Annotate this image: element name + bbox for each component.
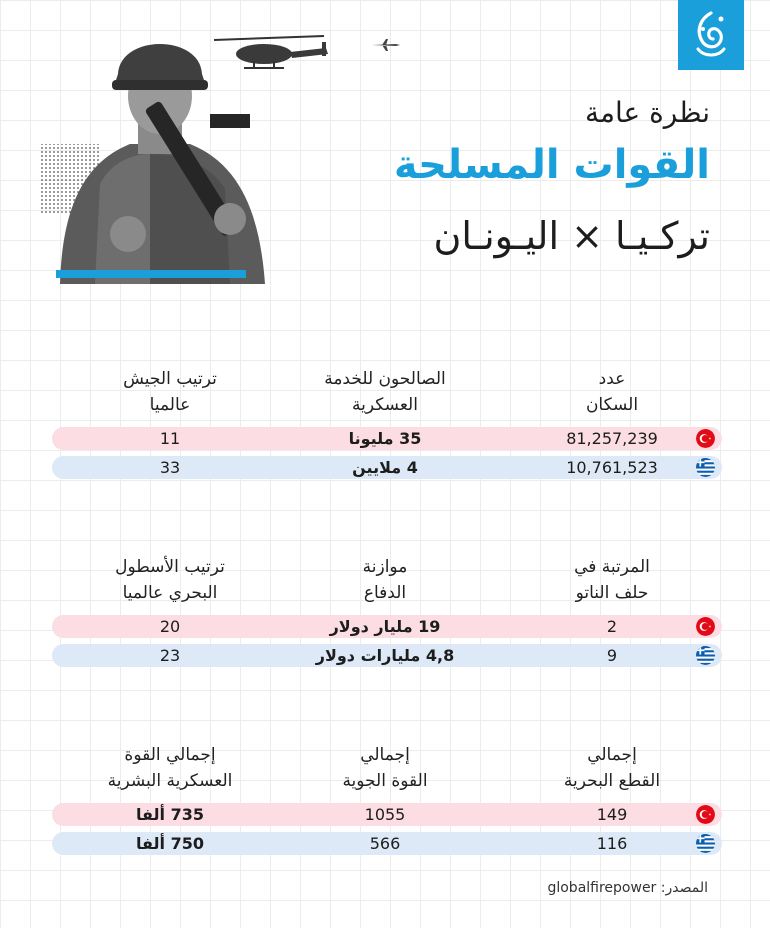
title-overview: نظرة عامة	[584, 96, 710, 129]
jet-top-icon	[372, 38, 400, 52]
title-armed-forces: القوات المسلحة	[393, 142, 710, 188]
turkey-value: 81,257,239	[566, 429, 658, 448]
metric-label: ترتيب الجيش عالميا	[123, 369, 217, 415]
greece-value: 9	[606, 646, 618, 665]
source-label: المصدر:	[660, 880, 708, 896]
metric-label: عدد السكان	[585, 369, 639, 415]
greece-value: 566	[369, 834, 401, 853]
turkey-value: 2	[606, 617, 618, 636]
title-turkey-vs-greece: تركـيـا × اليـونـان	[433, 214, 710, 258]
turkey-value: 735 ألفا	[136, 805, 204, 824]
metric-label: الصالحون للخدمة العسكرية	[324, 369, 446, 415]
greece-value: 750 ألفا	[136, 834, 204, 853]
turkey-value: 149	[596, 805, 628, 824]
source-line	[547, 880, 708, 896]
greece-value: 10,761,523	[566, 458, 658, 477]
source-value: globalfirepower	[547, 880, 657, 896]
greece-value: 23	[159, 646, 181, 665]
metric-label: ترتيب الأسطول البحري عالميا	[115, 557, 225, 603]
greece-value: 33	[159, 458, 181, 477]
metric-label: إجمالي القوة الجوية	[342, 745, 428, 791]
greece-row	[52, 644, 722, 667]
turkey-value: 20	[159, 617, 181, 636]
metric-label: المرتبة في حلف الناتو	[574, 557, 650, 603]
helicopter-top-icon	[214, 30, 334, 78]
turkey-value: 1055	[364, 805, 406, 824]
turkey-value: 11	[159, 429, 181, 448]
turkey-row	[52, 615, 722, 638]
turkey-value: 19 مليار دولار	[329, 617, 441, 636]
greece-row	[52, 832, 722, 855]
greece-value: 116	[596, 834, 628, 853]
aljazeera-logo-icon	[688, 9, 734, 61]
turkey-row	[52, 427, 722, 450]
metric-label: إجمالي القطع البحرية	[563, 745, 661, 791]
greece-value: 4 ملايين	[352, 458, 418, 477]
turkey-row	[52, 803, 722, 826]
metric-label: إجمالي القوة العسكرية البشرية	[107, 745, 233, 791]
greece-row	[52, 456, 722, 479]
turkey-value: 35 مليونا	[348, 429, 422, 448]
aljazeera-logo	[678, 0, 744, 70]
greece-value: 4,8 مليارات دولار	[315, 646, 455, 665]
hero-accent-bar	[56, 270, 246, 278]
metric-label: موازنة الدفاع	[362, 557, 408, 603]
